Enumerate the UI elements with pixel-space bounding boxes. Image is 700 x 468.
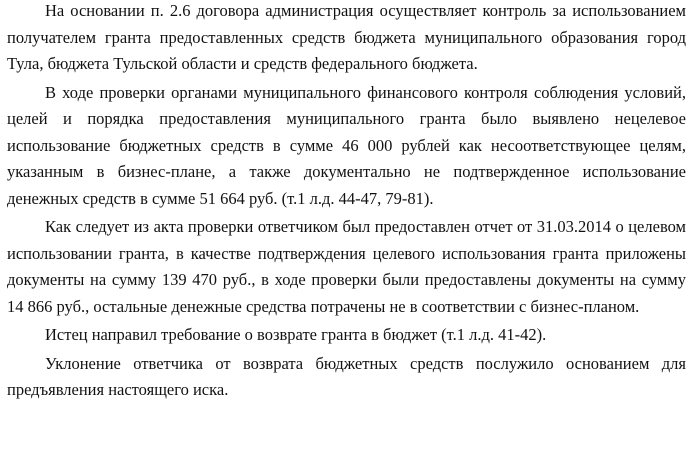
paragraph-refund-demand: Истец направил требование о возврате гранта в бюджет (т.1 л.д. 41-42). [45, 325, 547, 344]
paragraph-control-basis: На основании п. 2.6 договора администрация осуществляет контроль за использованием получателем гранта предоставленных средств бюджета муниципального образования город Тула, бюджета Тульской области и средств федерального бюджета. [7, 1, 686, 73]
paragraph-claim-basis: Уклонение ответчика от возврата бюджетных средств послужило основанием для предъявления настоящего иска. [7, 353, 686, 399]
paragraph-report-details: Как следует из акта проверки ответчиком был предоставлен отчет от 31.03.2014 о целевом использовании гранта, в качестве подтверждения целевого использования гранта приложены документы на сумму 139 470 руб., в ходе проверки были предоставлены документы на сумму 14 866 руб., остальные денежные средства потрачены не в соответствии с бизнес-планом. [7, 217, 686, 316]
paragraph-audit-findings: В ходе проверки органами муниципального финансового контроля соблюдения условий, целей и порядка предоставления муниципального гранта было выявлено нецелевое использование бюджетных средств в сумме 46 000 рублей как несоответствующее целям, указанным в бизнес-плане, а также документально не подтвержденное использование денежных средств в сумме 51 664 руб. (т.1 л.д. 44-47, 79-81). [7, 82, 686, 208]
